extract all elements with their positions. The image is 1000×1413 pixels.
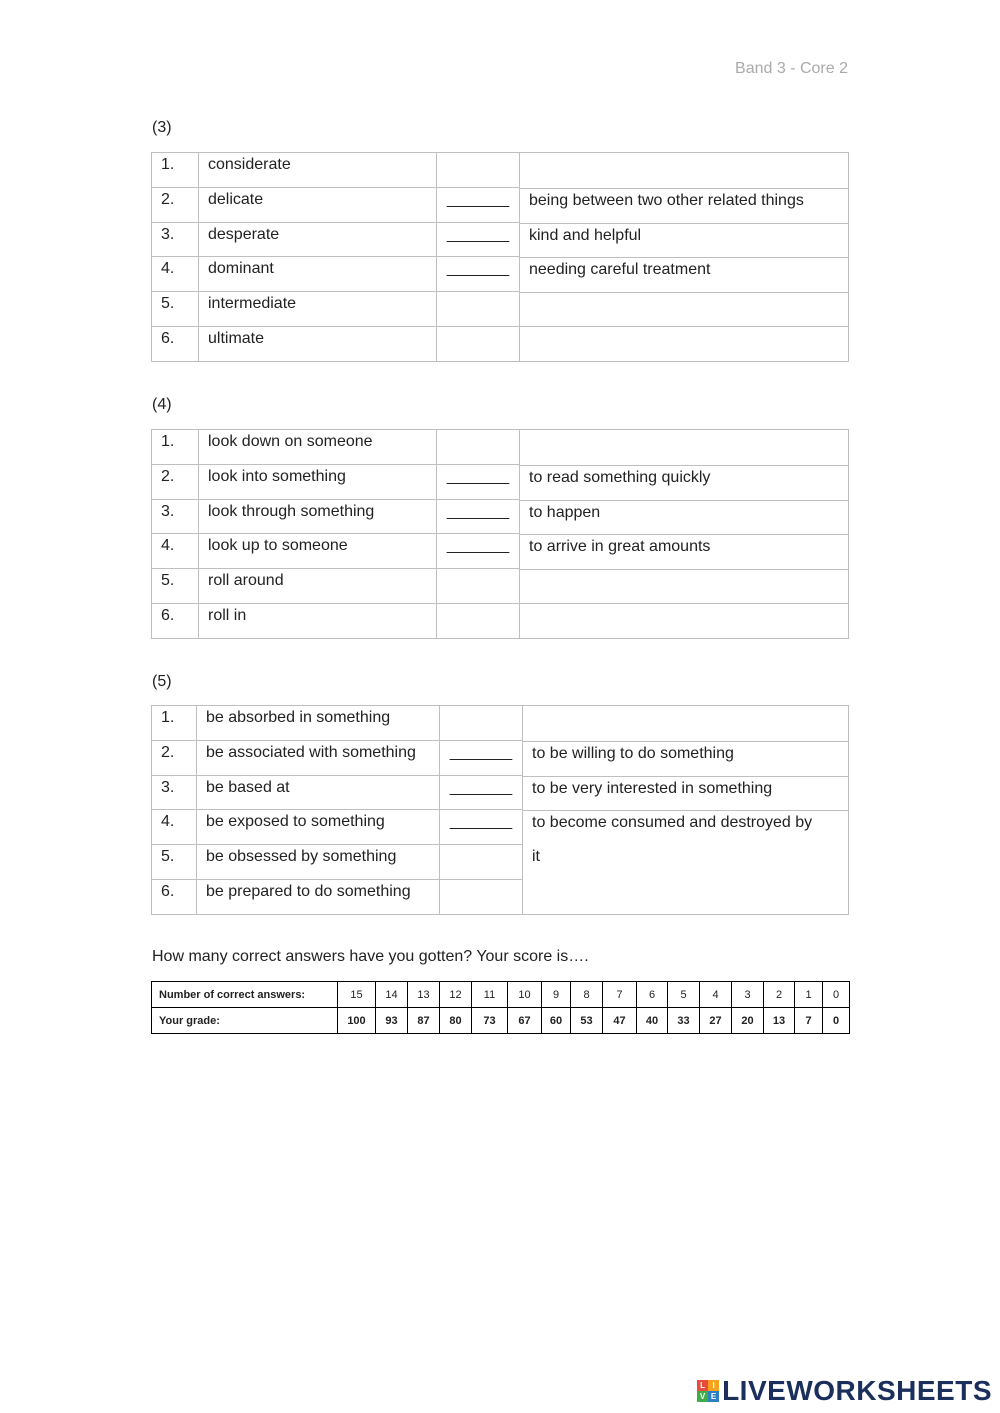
- item-number: 2.: [152, 740, 197, 775]
- item-word: be exposed to something: [197, 810, 440, 845]
- correct-count: 2: [764, 982, 795, 1008]
- correct-count: 5: [668, 982, 700, 1008]
- item-word: be prepared to do something: [197, 880, 440, 915]
- correct-count: 12: [440, 982, 472, 1008]
- grade-value: 60: [542, 1008, 571, 1034]
- item-number: 2.: [152, 464, 199, 499]
- correct-count: 9: [542, 982, 571, 1008]
- definition-c: to arrive in great amounts: [520, 534, 848, 569]
- answer-blank[interactable]: _______: [437, 534, 520, 569]
- answer-blank[interactable]: _______: [437, 499, 520, 534]
- grade-value: 40: [637, 1008, 668, 1034]
- item-number: 1.: [152, 153, 199, 188]
- item-number: 1.: [152, 430, 199, 465]
- score-table: [151, 981, 850, 1034]
- grade-value: 7: [795, 1008, 823, 1034]
- item-word: roll in: [199, 604, 437, 639]
- item-word: delicate: [199, 187, 437, 222]
- definition-c-continuation: it: [532, 847, 540, 865]
- grade-label: Your grade:: [152, 1008, 338, 1034]
- grade-value: 80: [440, 1008, 472, 1034]
- item-word: ultimate: [199, 327, 437, 362]
- grade-value: 13: [764, 1008, 795, 1034]
- answer-blank[interactable]: _______: [440, 775, 523, 810]
- item-word: considerate: [199, 153, 437, 188]
- logo-icon-letter: E: [708, 1391, 719, 1402]
- correct-count: 1: [795, 982, 823, 1008]
- item-number: 3.: [152, 775, 197, 810]
- correct-count: 10: [508, 982, 542, 1008]
- logo-icon-letter: V: [697, 1391, 708, 1402]
- answer-cell-empty: [437, 153, 520, 188]
- item-number: 4.: [152, 257, 199, 292]
- answer-blank[interactable]: _______: [437, 187, 520, 222]
- item-word: be absorbed in something: [197, 706, 440, 741]
- grade-value: 53: [571, 1008, 603, 1034]
- grade-row: [152, 1008, 850, 1034]
- grade-value: 27: [700, 1008, 732, 1034]
- item-word: look up to someone: [199, 534, 437, 569]
- correct-count: 15: [338, 982, 376, 1008]
- grade-value: 33: [668, 1008, 700, 1034]
- logo-text: LIVEWORKSHEETS: [722, 1375, 992, 1406]
- section-3-label: (3): [152, 119, 172, 136]
- grade-value: 73: [472, 1008, 508, 1034]
- answer-cell-empty: [440, 880, 523, 915]
- logo-icon: [697, 1380, 719, 1402]
- correct-count: 14: [376, 982, 408, 1008]
- section-5-label: (5): [152, 673, 172, 690]
- definitions-cell: [520, 430, 849, 639]
- item-number: 2.: [152, 187, 199, 222]
- correct-count: 0: [823, 982, 850, 1008]
- item-word: desperate: [199, 222, 437, 257]
- answer-blank[interactable]: _______: [437, 222, 520, 257]
- answer-cell-empty: [440, 845, 523, 880]
- item-word: look through something: [199, 499, 437, 534]
- definition-a: to be willing to do something: [523, 741, 848, 776]
- answer-cell-empty: [440, 706, 523, 741]
- logo-icon-letter: L: [697, 1380, 708, 1391]
- correct-count: 4: [700, 982, 732, 1008]
- item-word: intermediate: [199, 292, 437, 327]
- item-word: roll around: [199, 569, 437, 604]
- answer-blank[interactable]: _______: [440, 810, 523, 845]
- answer-blank[interactable]: _______: [440, 740, 523, 775]
- item-number: 4.: [152, 810, 197, 845]
- grade-value: 0: [823, 1008, 850, 1034]
- definition-b: kind and helpful: [520, 223, 848, 258]
- answer-cell-empty: [437, 604, 520, 639]
- item-number: 1.: [152, 706, 197, 741]
- section-3-table: [151, 152, 849, 362]
- item-number: 6.: [152, 880, 197, 915]
- item-word: be associated with something: [197, 740, 440, 775]
- correct-count: 7: [603, 982, 637, 1008]
- correct-count: 11: [472, 982, 508, 1008]
- correct-count: 13: [408, 982, 440, 1008]
- definition-c: needing careful treatment: [520, 257, 848, 292]
- item-number: 5.: [152, 569, 199, 604]
- item-word: look down on someone: [199, 430, 437, 465]
- correct-answers-row: [152, 982, 850, 1008]
- answer-cell-empty: [437, 430, 520, 465]
- grade-value: 93: [376, 1008, 408, 1034]
- definition-a: to read something quickly: [520, 465, 848, 500]
- section-5-table: [151, 705, 849, 915]
- grade-value: 20: [732, 1008, 764, 1034]
- item-word: be based at: [197, 775, 440, 810]
- answer-cell-empty: [437, 327, 520, 362]
- definition-a: being between two other related things: [520, 188, 848, 223]
- item-word: look into something: [199, 464, 437, 499]
- liveworksheets-logo: [697, 1375, 992, 1407]
- table-row: [152, 153, 849, 188]
- correct-count: 6: [637, 982, 668, 1008]
- item-word: be obsessed by something: [197, 845, 440, 880]
- correct-count: 3: [732, 982, 764, 1008]
- item-number: 5.: [152, 845, 197, 880]
- item-number: 4.: [152, 534, 199, 569]
- table-row: [152, 706, 849, 741]
- answer-cell-empty: [437, 569, 520, 604]
- answer-blank[interactable]: _______: [437, 464, 520, 499]
- grade-value: 47: [603, 1008, 637, 1034]
- item-number: 6.: [152, 327, 199, 362]
- definitions-cell: [523, 706, 849, 915]
- grade-value: 87: [408, 1008, 440, 1034]
- document-header: Band 3 - Core 2: [735, 60, 848, 77]
- table-row: [152, 430, 849, 465]
- item-number: 6.: [152, 604, 199, 639]
- answer-cell-empty: [437, 292, 520, 327]
- item-word: dominant: [199, 257, 437, 292]
- correct-answers-label: Number of correct answers:: [152, 982, 338, 1008]
- definitions-cell: [520, 153, 849, 362]
- answer-blank[interactable]: _______: [437, 257, 520, 292]
- grade-value: 100: [338, 1008, 376, 1034]
- section-4-label: (4): [152, 396, 172, 413]
- definition-b: to be very interested in something: [523, 776, 848, 811]
- score-question: How many correct answers have you gotten? Your score is….: [152, 948, 589, 965]
- definition-c: to become consumed and destroyed by: [523, 810, 848, 845]
- item-number: 3.: [152, 222, 199, 257]
- correct-count: 8: [571, 982, 603, 1008]
- logo-icon-letter: I: [708, 1380, 719, 1391]
- item-number: 5.: [152, 292, 199, 327]
- section-4-table: [151, 429, 849, 639]
- item-number: 3.: [152, 499, 199, 534]
- grade-value: 67: [508, 1008, 542, 1034]
- definition-b: to happen: [520, 500, 848, 535]
